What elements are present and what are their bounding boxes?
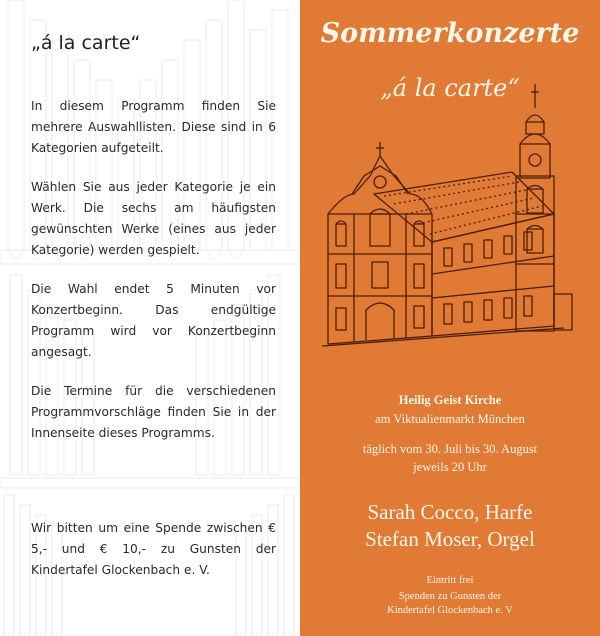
donation-recipient: Kindertafel Glockenbach e. V <box>387 605 513 616</box>
left-title: „á la carte“ <box>31 32 141 54</box>
paragraph-intro: In diesem Programm finden Sie mehrere Auswahllisten. Diese sind in 6 Kategorien aufgeteilt. <box>31 99 276 155</box>
paragraph-deadline: Die Wahl endet 5 Minuten vor Konzertbeginn. Das endgültige Programm wird vor Konzertbeginn angesagt. <box>31 282 276 359</box>
right-panel <box>300 0 600 636</box>
performer-harp: Sarah Cocco, Harfe <box>367 500 533 524</box>
admission-note: Eintritt frei <box>426 575 474 586</box>
performer-organ: Stefan Moser, Orgel <box>365 527 535 551</box>
concert-title: Sommerkonzerte <box>320 18 580 49</box>
donation-note: Spenden zu Gunsten der <box>398 591 502 602</box>
church-illustration <box>314 64 592 354</box>
concert-time: jeweils 20 Uhr <box>413 460 487 474</box>
concert-dates: täglich vom 30. Juli bis 30. August <box>362 442 538 456</box>
paragraph-dates: Die Termine für die verschiedenen Programmvorschläge finden Sie in der Innenseite dieses Programms. <box>31 384 276 440</box>
church-location: am Viktualienmarkt München <box>375 412 525 426</box>
church-name: Heilig Geist Kirche <box>398 393 502 407</box>
concert-subtitle: „á la carte“ <box>380 74 520 102</box>
paragraph-selection: Wählen Sie aus jeder Kategorie je ein Werk. Die sechs am häufigsten gewünschten Werke (eines aus jeder Kategorie) werden gespielt. <box>31 180 276 257</box>
paragraph-donation: Wir bitten um eine Spende zwischen € 5,- und € 10,- zu Gunsten der Kindertafel Glockenbach e. V. <box>31 521 276 577</box>
